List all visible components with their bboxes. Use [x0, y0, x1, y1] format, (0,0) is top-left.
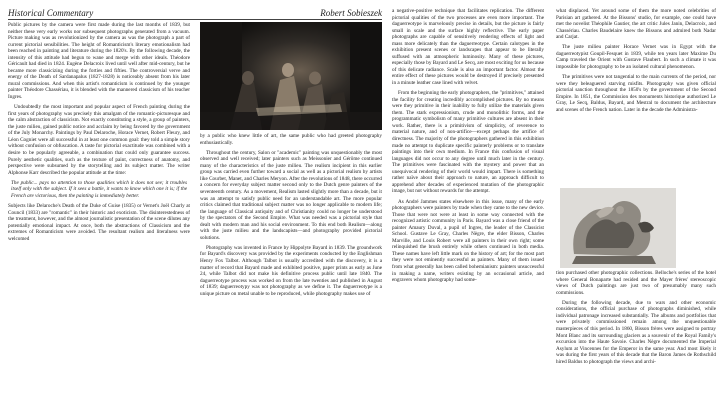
paragraph: what displaced. Yet around some of them the more noted celebrities of Parisian art gathered. At the Bissons' studio, for example, one could have met the novelist Théophile Gautier, the art critic Jules Janin, Delacroix, and Chassériau. Charles Baudelaire knew the Bissons and admired both Nadar and Carjat.: [556, 8, 716, 41]
paragraph: a negative-positive technique that facilitates replication. The different pictorial qualities of the two processes are even more important. The daguerreotype is marvelously precise in details, but the picture is fairly small in scale and the surface highly reflective. The early paper photographs are capable of sensitively rendering effects of light and mass more delicately than the daguerreotype. Certain calotypes in the exhibition present scenes or landscapes that appear to be literally suffused with an atmospheric luminosity. Many of these pictures, especially those by Bayard and Le Secq, are most exciting for us because of this delicate radiance. Scale is also an important factor. Almost the entire effect of these pictures would be destroyed if precisely presented in a minute leather case lined with velvet.: [392, 8, 544, 87]
sculpture-illustration: [556, 188, 716, 268]
paragraph: Public pictures by the camera were first made during the last months of 1839, but neither these very early works nor subsequent photographs generated from a vacuum. Picture making was as revolutionized by the camera as was the photograph a part of current pictorial sensibilities. The height of Romanticism's literary emotionalism had been reached in painting and literature during the 1820's. By the following decade, the intensity of this attitude had begun to wane and merge with other ideals. Théodore Géricault had died in 1824. Eugène Delacroix lived until well after mid-century, but he became more classicizing during the forties and fifties. The controversial verve and energy of the Death of Sardanapalus (1827-1828) is noticeably absent from his later mural commissions. And when this artist's romanticism is continued by the younger painter Théodore Chassériau, it is blended with the mannered classicism of his teacher Ingres.: [8, 22, 190, 101]
paragraph: Undoubtedly the most important and popular aspect of French painting during the first years of photography was precisely this amalgam of the romantic-picturesque and the calm abstraction of classicism. Not exactly constituting a style, a group of painters, the juste milieu, gained public notice and acclaim by being favored by the government of the July Monarchy. Paintings by Paul Delaroche, Horace Vernet, Robert Fleury, and Léon Cogniet were all successful in at least one common goal: they told a simple story without confusion or obfuscation. A taste for pictorial exactitude was combined with a desire to be popularly agreeable, a combination that could only guarantee success. Purely aesthetic qualities, such as the texture of paint, correctness of anatomy, and perspective were subsumed by the storytelling and its subject matter. The writer Alphonse Karr described the popular attitude at the time:: [8, 104, 190, 176]
paragraph: From the beginning the early photographers, the "primitives," attained the facility for creating incredibly accomplished pictures. By no means were they primitive in their inability to fully utilize the materials given them. The stark expressionism, crude and monolithic forms, and the programmatic symbolism of many primitive cultures are absent in their work. Rather, there is a primitivism of simplicity, of reverence to material nature, and of non-artifice—except perhaps the artifice of directness. The majority of the photographers gathered in this exhibition made no attempt to duplicate specific painterly problems or to translate paintings into their own medium. In France this confusion of visual languages did not occur to any degree until much later in the century. The primitives were fascinated with the mystery and power that an unequivocal rendering of their world would impart. There is something rather naïve about their approach to nature, an approach difficult to apprehend after decades of experienced mutation of the photographic image, but not without rewards for the attempt.: [392, 90, 544, 195]
text-column-2: [200, 133, 382, 418]
text-column-4-bottom: [556, 270, 716, 418]
text-column-4-top: [556, 8, 716, 184]
paragraph: The juste milieu painter Horace Vernet was in Egypt with the daguerreotypist Goupil-Fesquet in 1839, while ten years later Maxime Du Camp traveled the Orient with Gustave Flaubert. In such a climate it was impossible for photography to be an isolated cultural phenomenon.: [556, 44, 716, 70]
author-name: Robert Sobieszek: [320, 8, 382, 18]
painting-image: [200, 22, 382, 130]
block-quote: The public... pays no attention to those qualities which it does not see; it troubles itself only with the subject. If it sees a battle, it wants to know which one it is; if the French are victorious, then the painting is immediately better.: [11, 179, 187, 199]
header-rule: [8, 19, 382, 20]
text-column-3: [392, 8, 544, 418]
paragraph: Subjects like Delaroche's Death of the Duke of Guise (1835) or Vernet's Joël Charly at Council (1833) are "romantic" in their historic and exoticism. The disinterestedness of the treatment, however, and the almost journalistic presentation of the scene dilutes any potentially emotional impact. At once, both the abstractions of Classicism and the extremes of Romanticism were avoided. The resultant realism and literalness were welcomed: [8, 203, 190, 242]
paragraph: Photography was invented in France by Hippolyte Bayard in 1839. The groundwork for Bayard's discovery was provided by the experiments conducted by the Englishman Henry Fox Talbot. Although Talbot is usually accredited with the discovery, it is a matter of record that Bayard made and exhibited positive, paper prints as early as June 24, while Talbot did not make his definitive process public until late 1840. The daguerreotype process was worked on from the late twenties and published in August of 1839; daguerreotypy was not photography as we define it. The daguerreotype is a unique picture on metal unable to be reproduced, while photography makes use of: [200, 244, 382, 297]
paragraph: As André Jammes states elsewhere in this issue, many of the early photographers were painters by trade when they came to the new device. Those that were not were at least in some way connected with the recognized artistic community in Paris. Bayard was a close friend of the painter Amaury Duval, a pupil of Ingres, the leader of the Classicist School. Gustave Le Gray, Charles Nègre, the elder Bisson, Charles Marville, and Louis Robert were all painters in their own right; some relinquished the brush entirely while others continued in both media. These names have left little mark on the history of art; for the most part they were not eminently successful as painters. Many of them issued from what generally has been called bohemianism: painters unsuccessful in making a name, writers existing by an occasional article, and engravers whom photography had some-: [392, 198, 544, 284]
caption-continuation: by a public who knew little of art, the same public who had greeted photography enthusiastically.: [200, 133, 382, 146]
section-title: Historical Commentary: [8, 8, 94, 18]
sculpture-image: [556, 188, 716, 268]
paragraph: tion purchased other photographic collections. Belloche's series of the hotel where General Bonaparte had resided and the Mayer frères' stereoscopic views of Dutch paintings are just two of presumably many such commissions.: [556, 270, 716, 296]
paragraph: The primitives were not tangential to the main currents of the period, nor were they beleaguered starving misfits. Photography was given official pictorial sanction throughout the 1850's by the government of the Second Empire. In 1851, the Commission des monuments historique authorized Le Gray, Le Secq, Baldus, Bayard, and Mestral to document the architecture and scenes of the French nation. Later in the decade the Administra-: [556, 74, 716, 113]
paragraph: Throughout the century, Salon or "academic" painting was unquestionably the most observed and well received; later painters such as Meissonier and Gérôme continued many of the characteristics of the juste milieu. The realism incipient in this earlier group was carried even further toward a social as well as a pictorial realism by artists like Courbet, Manet, and Charles Meryon. After the revolutions of 1848, there occurred a concern for everyday subject matter second only to the Dutch genre painters of the seventeenth century. As a movement, Realism lasted slightly more than a decade, but it was an attempt to satisfy public need for an understandable art. The more popular critics claimed that traditional subject matter was no longer applicable to modern life; the language of Classical antiquity and of Christianity could no longer be understood by the spectators of the Second Empire. What was needed was a pictorial style that dealt with modern man and his social environment. To this end both Realism—along with the juste milieu and the landscapists—and photography provided pictorial solutions.: [200, 149, 382, 241]
text-column-1: [8, 22, 190, 418]
painting-illustration: [200, 22, 382, 130]
paragraph: During the following decade, due to wars and other economic considerations, the official purchase of photographs diminished, while individual patronage increased substantially. The albums and portfolios that were privately commissioned remain among the unquestionable masterpieces of this period. In 1860, Bisson frères were assigned to portray Mont Blanc and its surrounding glaciers as a souvenir of the Royal Family's excursion into the Haute Savoie. Charles Nègre documented the Imperial Asylum at Vincennes for the Emperor in the same year. And most likely it was during the first years of this decade that the Baron James de Rothschild hired Baldus to photograph the views and archi-: [556, 299, 716, 365]
